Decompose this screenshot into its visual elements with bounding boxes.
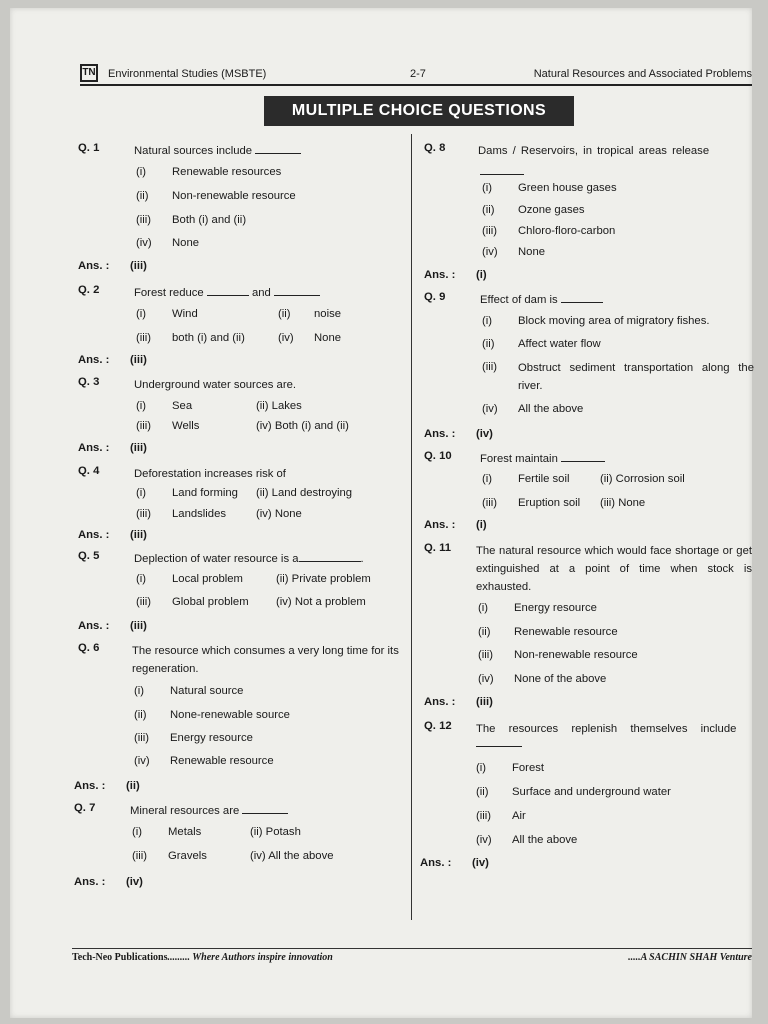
option-2: (ii) Affect water flow	[482, 338, 601, 350]
question-text: Underground water sources are.	[134, 379, 297, 391]
header-page-number: 2-7	[410, 68, 426, 80]
option-2: (ii) Corrosion soil	[600, 473, 685, 485]
question-number: Q. 10	[424, 450, 452, 462]
option-3: (iii) Global problem	[136, 596, 249, 608]
option-1: (i) Energy resource	[478, 602, 597, 614]
answer-line: Ans. : (iii)	[78, 620, 147, 632]
option-2: (ii) Surface and underground water	[476, 786, 671, 798]
option-2: (ii) None-renewable source	[134, 709, 290, 721]
question-text: The resources replenish themselves include	[476, 723, 737, 735]
question-text: Effect of dam is	[480, 294, 558, 306]
option-3: (iii) Both (i) and (ii)	[136, 214, 247, 226]
option-1: (i) Land forming	[136, 487, 238, 499]
option-4: (iv) Both (i) and (ii)	[256, 420, 349, 432]
header-subject: Environmental Studies (MSBTE)	[108, 68, 267, 80]
option-2: (ii) Potash	[250, 826, 301, 838]
option-2: (ii) noise	[278, 308, 342, 320]
answer-line: Ans. : (iv)	[424, 428, 493, 440]
option-3: (iii) Chloro-floro-carbon	[482, 225, 616, 237]
question-number: Q. 3	[78, 376, 100, 388]
option-3: (iii) Landslides	[136, 508, 227, 520]
option-1: (i) Green house gases	[482, 182, 617, 194]
option-1: (i) Block moving area of migratory fishes.	[482, 315, 710, 327]
question-number: Q. 2	[78, 284, 100, 296]
question-number: Q. 11	[424, 542, 452, 554]
question-text: Natural sources include	[134, 145, 253, 157]
question-text: Deplection of water resource is a	[134, 553, 299, 565]
option-2: (ii) Lakes	[256, 400, 302, 412]
option-3: (iii) both (i) and (ii)	[136, 332, 245, 344]
option-2: (ii) Private problem	[276, 573, 371, 585]
option-3: Obstruct sediment transportation along the river.	[518, 362, 754, 392]
footer-rule	[72, 948, 752, 949]
question-text: The natural resource which would face shortage or get extinguished at a point of time when stock is exhausted.	[476, 545, 752, 593]
answer-line: Ans. : (iii)	[78, 354, 147, 366]
question-number: Q. 12	[424, 720, 452, 732]
option-4: (iv) None of the above	[478, 673, 607, 685]
option-4: (iv) None	[256, 508, 302, 520]
option-1: (i) Forest	[476, 762, 545, 774]
question-number: Q. 9	[424, 291, 446, 303]
option-4: (iv) Renewable resource	[134, 755, 274, 767]
option-2: (ii) Non-renewable resource	[136, 190, 296, 202]
option-1: (i) Wind	[136, 308, 198, 320]
question-number: Q. 4	[78, 465, 100, 477]
question-number: Q. 8	[424, 142, 446, 154]
option-4: (iv) None	[278, 332, 342, 344]
question-text: Dams / Reservoirs, in tropical areas release	[478, 145, 710, 157]
answer-blank	[476, 746, 522, 747]
option-2: (ii) Ozone gases	[482, 204, 585, 216]
option-1: (i) Natural source	[134, 685, 244, 697]
answer-line: Ans. : (iv)	[74, 876, 143, 888]
question-number: Q. 7	[74, 802, 96, 814]
option-3: (iii) Non-renewable resource	[478, 649, 638, 661]
question-text: Deforestation increases risk of	[134, 468, 286, 480]
question-text: Forest maintain	[480, 453, 558, 465]
option-4: (iv) All the above	[482, 403, 584, 415]
option-3: (iii) Wells	[136, 420, 200, 432]
column-divider	[411, 134, 412, 920]
option-3: (iii) Gravels	[132, 850, 207, 862]
answer-line: Ans. : (iii)	[78, 442, 147, 454]
answer-line: Ans. : (iii)	[78, 260, 147, 272]
question-number: Q. 1	[78, 142, 100, 154]
answer-line: Ans. : (i)	[424, 269, 487, 281]
answer-line: Ans. : (iv)	[420, 857, 489, 869]
option-1: (i) Local problem	[136, 573, 243, 585]
answer-line: Ans. : (iii)	[424, 696, 493, 708]
answer-line: Ans. : (iii)	[78, 529, 147, 541]
option-1: (i) Sea	[136, 400, 193, 412]
option-2: (ii) Land destroying	[256, 487, 353, 499]
footer-publisher: Tech-Neo Publications......... Where Authors inspire innovation	[72, 952, 333, 963]
question-text: The resource which consumes a very long time for its regeneration.	[132, 645, 399, 675]
answer-blank	[255, 153, 301, 154]
answer-line: Ans. : (ii)	[74, 780, 140, 792]
option-4: (iv) All the above	[476, 834, 578, 846]
option-4: (iv) None	[136, 237, 200, 249]
option-4: (iii) None	[600, 497, 646, 509]
option-1: (i) Metals	[132, 826, 202, 838]
option-1: (i) Renewable resources	[136, 166, 282, 178]
option-3: (iii) Energy resource	[134, 732, 253, 744]
answer-blank	[480, 174, 524, 175]
option-3: (iii) Air	[476, 810, 526, 822]
option-4: (iv) None	[482, 246, 546, 258]
option-2: (ii) Renewable resource	[478, 626, 618, 638]
footer-venture: .....A SACHIN SHAH Venture	[628, 952, 752, 963]
answer-line: Ans. : (i)	[424, 519, 487, 531]
header-rule	[80, 84, 752, 86]
question-number: Q. 6	[78, 642, 100, 654]
publisher-logo-icon: TN	[80, 64, 98, 82]
question-text: Mineral resources are	[130, 805, 240, 817]
option-4: (iv) Not a problem	[276, 596, 366, 608]
section-banner: MULTIPLE CHOICE QUESTIONS	[264, 96, 574, 126]
option-3: (iii) Eruption soil	[482, 497, 581, 509]
option-4: (iv) All the above	[250, 850, 334, 862]
header-chapter: Natural Resources and Associated Problems	[533, 68, 752, 80]
option-1: (i) Fertile soil	[482, 473, 570, 485]
running-header	[80, 64, 752, 84]
question-number: Q. 5	[78, 550, 100, 562]
